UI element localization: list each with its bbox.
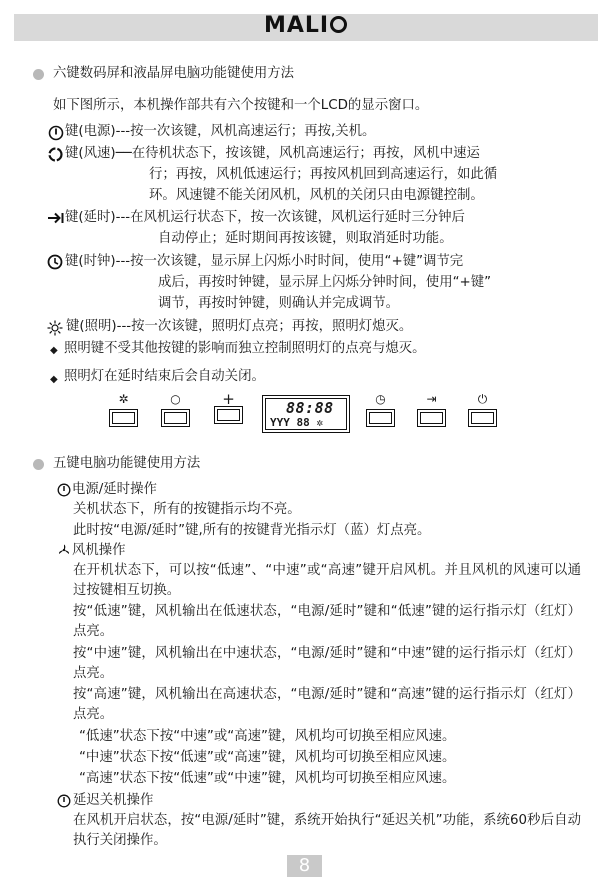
power-icon xyxy=(57,794,71,808)
speed-icon xyxy=(47,146,64,163)
fan-p4: 按“高速”键，风机输出在高速状态，“电源/延时”键和“高速”键的运行指示灯（红灯）点亮。 xyxy=(73,687,581,722)
delay-key-desc-2: 自动停止；延时期间再按该键，则取消延时功能。 xyxy=(158,231,453,246)
page-number: 8 xyxy=(287,855,322,877)
fan-p6: “中速”状态下按“低速”或“高速”键，风机均可切换至相应风速。 xyxy=(79,750,456,765)
lcd-status: YYY 88 ✲ xyxy=(270,416,323,429)
speed-icon: ○ xyxy=(170,392,181,406)
power-delay-p1: 关机状态下，所有的按键指示均不亮。 xyxy=(73,502,301,517)
panel-delay-key xyxy=(417,393,446,427)
fan-p2: 按“低速”键，风机输出在低速状态，“电源/延时”键和“低速”键的运行指示灯（红灯）点亮。 xyxy=(73,604,581,639)
brand-logo: MALI xyxy=(0,13,611,38)
clock-icon: ◷ xyxy=(375,392,386,406)
panel-speed-key xyxy=(161,393,190,427)
clock-key-desc-2: 成后，再按时钟键，显示屏上闪烁分钟时间，使用“+键” xyxy=(158,275,492,290)
power-key-desc: 键(电源)---按一次该键，风机高速运行；再按,关机。 xyxy=(65,124,376,139)
section1-intro: 如下图所示，本机操作部共有六个按键和一个LCD的显示窗口。 xyxy=(53,98,429,113)
plus-icon: + xyxy=(222,390,235,408)
delay-key-desc-1: 键(延时)---在风机运行状态下，按一次该键，风机运行延时三分钟后 xyxy=(65,210,465,225)
delay-off-p1: 在风机开启状态，按“电源/延时”键，系统开始执行“延迟关机”功能，系统60秒后自动执行关闭操作。 xyxy=(73,813,581,848)
light-sun-icon xyxy=(47,320,63,336)
light-sun-icon: ✲ xyxy=(118,392,129,406)
light-key-desc: 键(照明)---按一次该键，照明灯点亮；再按，照明灯熄灭。 xyxy=(66,319,413,334)
speed-key-desc-3: 环。风速键不能关闭风机，风机的关闭只由电源键控制。 xyxy=(149,188,484,203)
power-delay-p2: 此时按“电源/延时”键,所有的按键背光指示灯（蓝）灯点亮。 xyxy=(73,523,431,538)
clock-key-desc-3: 调节，再按时钟键，则确认并完成调节。 xyxy=(158,296,400,311)
diamond-bullet-icon: ◆ xyxy=(50,345,58,356)
note-light-auto-off: 照明灯在延时结束后会自动关闭。 xyxy=(64,369,265,384)
power-icon xyxy=(57,483,71,497)
lcd-display xyxy=(262,395,350,433)
power-icon: ⏻ xyxy=(477,392,488,406)
panel-power-key xyxy=(468,393,497,427)
panel-plus-key xyxy=(214,390,243,424)
delay-arrow-icon: ⇥ xyxy=(426,392,437,406)
delay-off-heading: 延迟关机操作 xyxy=(73,793,154,808)
speed-key-desc-2: 行；再按，风机低速运行；再按风机回到高速运行，如此循 xyxy=(149,167,498,182)
delay-arrow-icon xyxy=(47,211,65,225)
fan-heading: 风机操作 xyxy=(72,543,126,558)
lcd-time: 88:88 xyxy=(286,399,334,417)
panel-light-key xyxy=(109,393,138,427)
clock-icon xyxy=(47,254,63,270)
fan-p1: 在开机状态下，可以按“低速”、“中速”或“高速”键开启风机。并且风机的风速可以通过按键相互切换。 xyxy=(73,563,581,598)
fan-p5: “低速”状态下按“中速”或“高速”键，风机均可切换至相应风速。 xyxy=(79,729,456,744)
clock-key-desc-1: 键(时钟)---按一次该键，显示屏上闪烁小时时间，使用“+键”调节完 xyxy=(65,254,464,269)
note-light-independent: 照明键不受其他按键的影响而独立控制照明灯的点亮与熄灭。 xyxy=(64,341,426,356)
logo-o-icon xyxy=(330,16,347,33)
power-delay-heading: 电源/延时操作 xyxy=(72,482,157,497)
section2-title: 五键电脑功能键使用方法 xyxy=(53,456,201,471)
section-bullet xyxy=(33,69,44,80)
power-icon xyxy=(48,125,64,141)
section1-title: 六键数码屏和液晶屏电脑功能键使用方法 xyxy=(53,66,295,81)
section-bullet xyxy=(33,459,44,470)
fan-p7: “高速”状态下按“低速”或“中速”键，风机均可切换至相应风速。 xyxy=(79,771,456,786)
diamond-bullet-icon: ◆ xyxy=(50,374,58,385)
speed-key-desc-1: 键(风速)──在待机状态下，按该键，风机高速运行；再按，风机中速运 xyxy=(65,146,480,161)
fan-icon xyxy=(57,543,71,557)
panel-clock-key xyxy=(366,393,395,427)
fan-p3: 按“中速”键，风机输出在中速状态，“电源/延时”键和“中速”键的运行指示灯（红灯）点亮。 xyxy=(73,646,581,681)
